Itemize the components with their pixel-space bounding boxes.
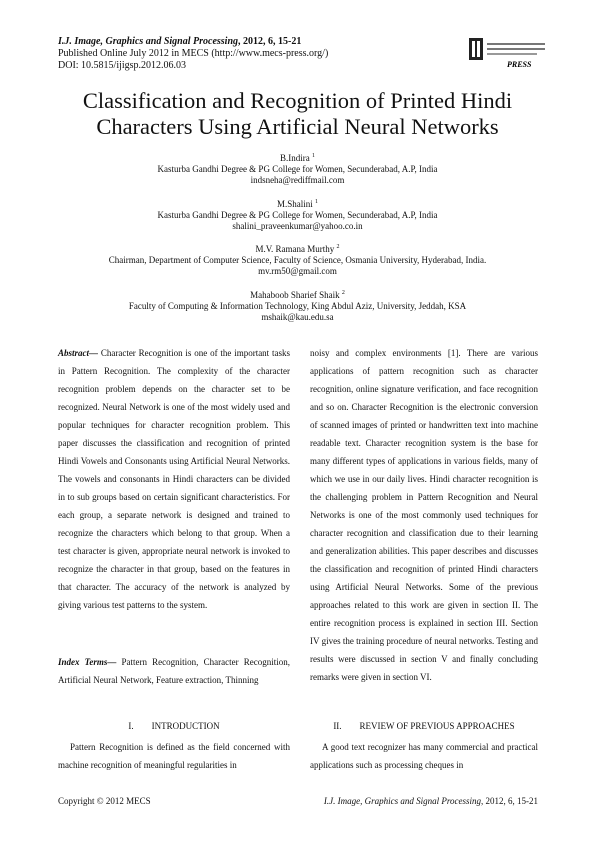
author-email: shalini_praveenkumar@yahoo.co.in xyxy=(232,221,363,231)
author-affiliation: Kasturba Gandhi Degree & PG College for Women, Secunderabad, A.P, India xyxy=(157,164,438,174)
author-email: mv.rm50@gmail.com xyxy=(258,266,337,276)
section-heading-review: II. REVIEW OF PREVIOUS APPROACHES xyxy=(333,721,515,731)
author-affiliation: Faculty of Computing & Information Technology, King Abdul Aziz, University, Jeddah, KSA xyxy=(128,301,467,311)
introduction-continued: noisy and complex environments [1]. There are various applications of pattern recognition such as character recognition, online signature verification, and face recognition and so on. Character Recognition is the electronic conversion of scanned images of printed or handwritten text into machine readable text. Character recognition system is the base for many different types of applications in various fields, many of which we use in our daily lives. Hindi character recognition is the challenging problem in Pattern Recognition and Neural Networks is one of the most commonly used techniques for character recognition and classification due to their learning and generalization abilities. This paper describes and discusses the classification and recognition of printed Hindi characters using Artificial Neural Networks. Some of the previous approaches related to this work are given in section II. The entire recognition process is explained in section III. Section IV gives the training procedure of neural networks. Testing and results were discussed in section V and finally concluding remarks were given in section VI. xyxy=(310,348,538,682)
paper-title: Classification and Recognition of Printed Hindi Characters Using Artificial Neural Networks xyxy=(82,88,513,139)
abstract xyxy=(58,344,290,614)
author-block xyxy=(40,242,555,277)
index-terms-label: Index Terms— xyxy=(58,657,117,667)
footer-journal-issue: , 2012, 6, 15-21 xyxy=(481,796,538,806)
author-name: M.V. Ramana Murthy $^2$ xyxy=(255,244,340,254)
author-name: B.Indira $^1$ xyxy=(280,153,315,163)
author-email: indsneha@rediffmail.com xyxy=(250,175,345,185)
doi-line: DOI: 10.5815/ijigsp.2012.06.03 xyxy=(58,60,187,71)
index-terms xyxy=(58,653,290,689)
author-block xyxy=(40,151,555,186)
footer-journal-name: I.J. Image, Graphics and Signal Processing xyxy=(323,796,481,806)
journal-issue: , 2012, 6, 15-21 xyxy=(238,36,302,47)
abstract-label: Abstract— xyxy=(58,348,99,358)
journal-header xyxy=(58,36,328,72)
section-heading-introduction: I. INTRODUCTION xyxy=(128,721,220,731)
footer-copyright: Copyright © 2012 MECS xyxy=(58,796,151,806)
introduction-text: Pattern Recognition is defined as the field concerned with machine recognition of meaningful regularities in xyxy=(58,742,290,770)
author-name: M.Shalini $^1$ xyxy=(276,199,318,209)
author-name: Mahaboob Sharief Shaik $^2$ xyxy=(250,290,345,300)
index-terms-text: Pattern Recognition, Character Recognition, Artificial Neural Network, Feature extraction, Thinning xyxy=(58,657,290,685)
review-text: A good text recognizer has many commercial and practical applications such as processing cheques in xyxy=(310,742,538,770)
author-block xyxy=(40,197,555,232)
author-affiliation: Chairman, Department of Computer Science, Faculty of Science, Osmania University, Hyderabad, India. xyxy=(108,255,487,265)
logo-text: PRESS xyxy=(507,60,532,69)
author-affiliation: Kasturba Gandhi Degree & PG College for Women, Secunderabad, A.P, India xyxy=(157,210,438,220)
footer-journal xyxy=(324,796,538,806)
journal-name: I.J. Image, Graphics and Signal Processing xyxy=(58,36,239,47)
mecs-logo xyxy=(467,36,549,70)
journal-line xyxy=(58,36,328,48)
abstract-text: Character Recognition is one of the important tasks in Pattern Recognition. The complexity of the character recognition problem depends on the character set to be recognized. Neural Network is one of the most widely used and popular techniques for character recognition problem. This paper discusses the classification and recognition of printed Hindi Vowels and Consonants using Artificial Neural Networks. The vowels and consonants in Hindi characters can be divided in to sub groups based on certain significant characteristics. For each group, a separate network is designed and trained to recognize the characters which belong to that group. When a test character is given, appropriate neural network is invoked to recognize the character in that group, based on the features in that character. The accuracy of the network is analyzed by giving various test patterns to the system. xyxy=(58,348,290,610)
author-block xyxy=(40,288,555,323)
published-line: Published Online July 2012 in MECS (http://www.mecs-press.org/) xyxy=(58,48,329,59)
author-email: mshaik@kau.edu.sa xyxy=(261,312,334,322)
